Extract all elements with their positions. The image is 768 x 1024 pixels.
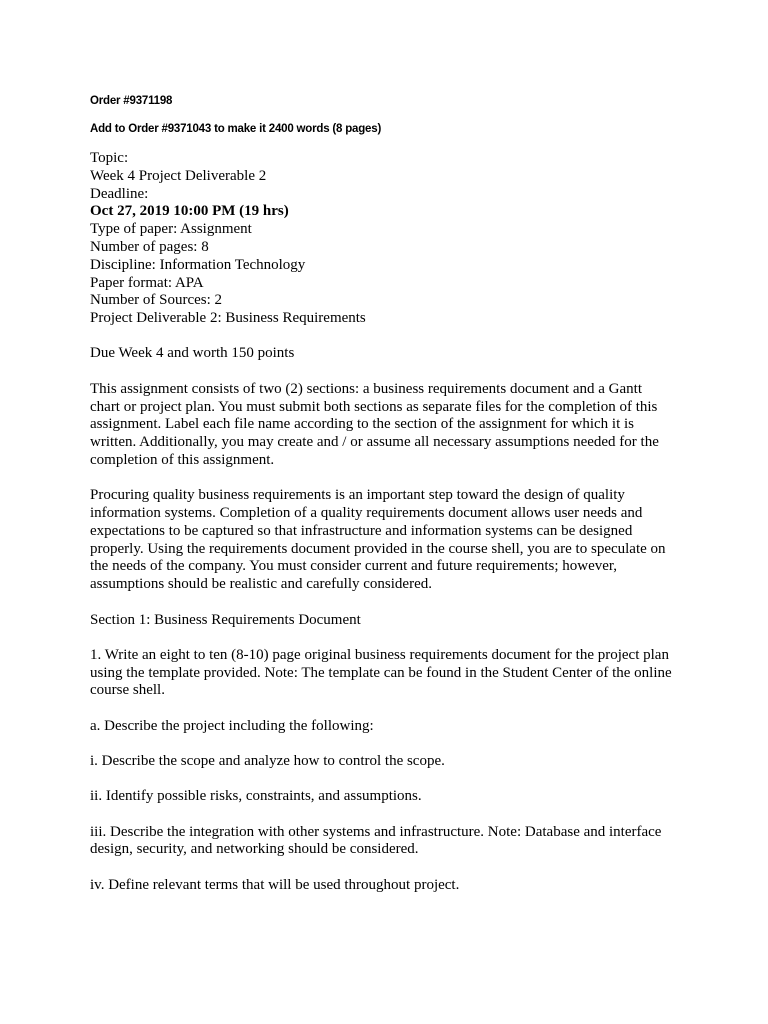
- paragraph-line: design, security, and networking should be considered.: [90, 841, 419, 858]
- paragraph-line: 1. Write an eight to ten (8-10) page original business requirements document for the project plan: [90, 646, 669, 663]
- paragraph-line: iii. Describe the integration with other systems and infrastructure. Note: Database and interface: [90, 823, 662, 840]
- topic-label: Topic:: [90, 150, 129, 166]
- number-of-pages: Number of pages: 8: [90, 238, 209, 255]
- paragraph-assignment-overview: [90, 381, 690, 470]
- number-of-sources: Number of Sources: 2: [90, 292, 223, 309]
- discipline: Discipline: Information Technology: [90, 256, 306, 273]
- paragraph-line: chart or project plan. You must submit both sections as separate files for the completion of this: [90, 398, 658, 415]
- paragraph-line: using the template provided. Note: The template can be found in the Student Center of the online: [90, 664, 672, 681]
- paragraph-line: assumptions should be realistic and carefully considered.: [90, 576, 432, 593]
- paragraph-requirements-intro: [90, 487, 690, 594]
- paragraph-line: completion of this assignment.: [90, 451, 275, 468]
- order-number: Order #9371198: [90, 95, 173, 107]
- item-iv: iv. Define relevant terms that will be used throughout project.: [90, 876, 460, 893]
- paragraph-line: This assignment consists of two (2) sections: a business requirements document and a Gantt: [90, 380, 642, 397]
- item-i: i. Describe the scope and analyze how to control the scope.: [90, 753, 445, 770]
- item-iii: [90, 824, 690, 860]
- paragraph-line: written. Additionally, you may create and / or assume all necessary assumptions needed for the: [90, 434, 659, 451]
- paper-format: Paper format: APA: [90, 274, 204, 291]
- topic-value: Week 4 Project Deliverable 2: [90, 167, 267, 184]
- item-ii: ii. Identify possible risks, constraints, and assumptions.: [90, 788, 422, 805]
- item-1: [90, 647, 690, 700]
- item-a: a. Describe the project including the following:: [90, 717, 374, 734]
- section-1-heading: Section 1: Business Requirements Document: [90, 611, 361, 628]
- project-title: Project Deliverable 2: Business Requirements: [90, 310, 366, 327]
- deadline-label: Deadline:: [90, 185, 149, 202]
- deadline-value: Oct 27, 2019 10:00 PM (19 hrs): [90, 203, 289, 220]
- due-line: Due Week 4 and worth 150 points: [90, 345, 295, 362]
- add-to-order-note: Add to Order #9371043 to make it 2400 words (8 pages): [90, 123, 382, 135]
- paragraph-line: Procuring quality business requirements is an important step toward the design of quality: [90, 487, 625, 504]
- paragraph-line: properly. Using the requirements document provided in the course shell, you are to speculate on: [90, 540, 666, 557]
- paragraph-line: course shell.: [90, 682, 165, 699]
- paragraph-line: information systems. Completion of a quality requirements document allows user needs and: [90, 505, 643, 522]
- paragraph-line: the needs of the company. You must consider current and future requirements; however,: [90, 558, 618, 575]
- type-of-paper: Type of paper: Assignment: [90, 221, 252, 238]
- paragraph-line: expectations to be captured so that infrastructure and information systems can be designed: [90, 522, 633, 539]
- paragraph-line: assignment. Label each file name according to the section of the assignment for which it is: [90, 416, 634, 433]
- document-content: [90, 92, 690, 895]
